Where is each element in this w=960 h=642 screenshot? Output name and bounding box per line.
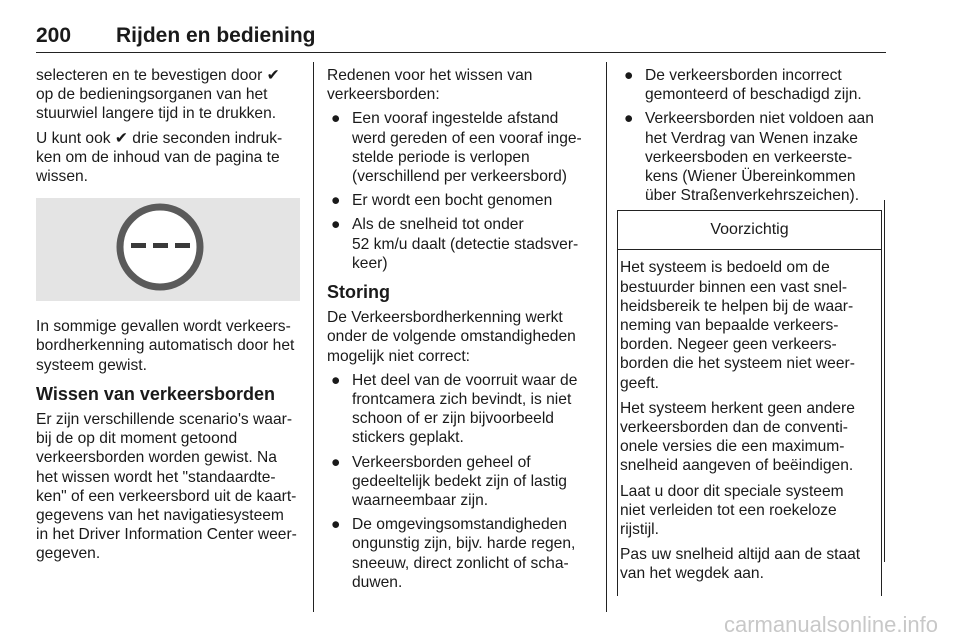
- text-line: gegeven.: [36, 545, 101, 563]
- text-line: snelheid aangeven of beëindigen.: [620, 457, 854, 475]
- text-line: (verschillend per verkeersbord): [352, 168, 567, 186]
- text-line: duwen.: [352, 573, 403, 591]
- paragraph: [36, 410, 300, 564]
- text-line: gemonteerd of beschadigd zijn.: [645, 86, 862, 104]
- text-line: ken" of een verkeersbord uit de kaart-: [36, 487, 297, 505]
- text-line: van het wegdek aan.: [620, 565, 764, 583]
- list-item: [327, 371, 591, 448]
- text-line: frontcamera zich bevindt, is niet: [352, 391, 572, 409]
- chapter-title: Rijden en bediening: [116, 24, 316, 47]
- text-line: De verkeersborden incorrect: [645, 67, 842, 84]
- bullet-icon: ●: [331, 371, 341, 389]
- paragraph: [620, 399, 881, 476]
- text-line: het Verdrag van Wenen inzake: [645, 129, 858, 147]
- text-line: gegevens van het navigatiesysteem: [36, 507, 284, 525]
- text-line: wissen.: [36, 168, 88, 186]
- text-line: stelde periode is verlopen: [352, 148, 530, 166]
- column-2: [327, 66, 591, 597]
- text-line: onder de volgende omstandigheden: [327, 328, 576, 346]
- bullet-icon: ●: [331, 216, 341, 234]
- text-line: systeem gewist.: [36, 356, 147, 374]
- text-line: keer): [352, 254, 388, 272]
- paragraph: [36, 129, 300, 187]
- text-line: geeft.: [620, 374, 660, 392]
- text-line: Het systeem is bedoeld om de: [620, 259, 830, 277]
- text-line: bestuurder binnen een vast snel-: [620, 278, 848, 296]
- text-line: U kunt ook ✔ drie seconden indruk-: [36, 129, 283, 147]
- text-line: rijstijl.: [620, 521, 659, 539]
- text-line: schoon of er zijn bijvoorbeeld: [352, 410, 554, 428]
- text-line: verkeersborden dan de conventi-: [620, 419, 848, 437]
- column-1: [36, 66, 300, 569]
- text-line: borden. Negeer geen verkeers-: [620, 336, 837, 354]
- text-line: stuurwiel langere tijd in te drukken.: [36, 105, 277, 123]
- column-divider-1: [313, 62, 314, 612]
- text-line: kens (Wiener Übereinkommen: [645, 168, 856, 186]
- text-line: verkeersborden worden gewist. Na: [36, 449, 277, 467]
- paragraph: [327, 308, 591, 366]
- text-line: waarneembaar zijn.: [352, 492, 489, 510]
- text-line: onele versies die een maximum-: [620, 438, 845, 456]
- text-line: Redenen voor het wissen van: [327, 67, 533, 84]
- text-line: Een vooraf ingestelde afstand: [352, 110, 559, 128]
- text-line: mogelijk niet correct:: [327, 347, 470, 365]
- text-line: Het systeem herkent geen andere: [620, 399, 855, 417]
- text-line: stickers geplakt.: [352, 429, 464, 447]
- paragraph: [327, 66, 591, 104]
- text-line: über Straßenverkehrszeichen).: [645, 187, 860, 205]
- text-line: verkeersboden en verkeerste-: [645, 148, 853, 166]
- text-line: Laat u door dit speciale systeem: [620, 482, 844, 500]
- text-line: De Verkeersbordherkenning werkt: [327, 309, 563, 327]
- default-sign-icon: [36, 198, 300, 301]
- reasons-list: [327, 109, 591, 273]
- text-line: werd gereden of een vooraf inge-: [352, 129, 582, 147]
- paragraph: [620, 258, 881, 392]
- bullet-icon: ●: [331, 110, 341, 128]
- text-line: selecteren en te bevestigen door ✔: [36, 67, 280, 84]
- text-line: 52 km/u daalt (detectie stadsver-: [352, 235, 579, 253]
- text-line: gedeeltelijk bedekt zijn of lastig: [352, 472, 567, 490]
- text-line: Er wordt een bocht genomen: [352, 192, 553, 210]
- caution-title: Voorzichtig: [618, 211, 881, 250]
- text-line: Verkeersborden niet voldoen aan: [645, 110, 874, 128]
- list-item: [327, 215, 591, 273]
- text-line: verkeersborden:: [327, 86, 440, 104]
- text-line: neming van bepaalde verkeers-: [620, 317, 839, 335]
- section-heading: Wissen van verkeersborden: [36, 383, 275, 404]
- page-header: [36, 22, 886, 53]
- text-line: Het deel van de voorruit waar de: [352, 371, 578, 389]
- faults-list: [327, 371, 591, 592]
- text-line: niet verleiden tot een roekeloze: [620, 501, 837, 519]
- text-line: heidsbereik te helpen bij de waar-: [620, 297, 854, 315]
- paragraph: [36, 317, 300, 375]
- bullet-icon: ●: [624, 110, 634, 128]
- bullet-icon: ●: [331, 516, 341, 534]
- section-heading: Storing: [327, 282, 390, 303]
- bullet-icon: ●: [624, 67, 634, 84]
- cleared-sign-figure: [36, 198, 300, 301]
- text-line: in het Driver Information Center weer-: [36, 526, 297, 544]
- text-line: In sommige gevallen wordt verkeers-: [36, 318, 291, 336]
- text-line: sneeuw, direct zonlicht of scha-: [352, 554, 569, 572]
- text-line: ongunstig zijn, bijv. harde regen,: [352, 535, 576, 553]
- list-item: [327, 109, 591, 186]
- list-item: [327, 515, 591, 592]
- text-line: Pas uw snelheid altijd aan de staat: [620, 546, 861, 564]
- paragraph: [620, 545, 881, 583]
- paragraph: [620, 482, 881, 540]
- text-line: Er zijn verschillende scenario's waar-: [36, 411, 293, 429]
- list-item: [620, 109, 886, 205]
- column-3: [620, 66, 886, 596]
- text-line: borden die het systeem niet weer-: [620, 355, 855, 373]
- text-line: bordherkenning automatisch door het: [36, 337, 295, 355]
- text-line: het wissen wordt het "standaardte-: [36, 468, 276, 486]
- paragraph: [36, 66, 300, 124]
- text-line: De omgevingsomstandigheden: [352, 516, 567, 534]
- text-line: bij de op dit moment getoond: [36, 430, 238, 448]
- page-number: 200: [36, 24, 72, 47]
- watermark: carmanualsonline.info: [723, 612, 938, 637]
- list-item: [620, 66, 886, 104]
- list-item: [327, 453, 591, 511]
- list-item: [327, 191, 591, 210]
- text-line: op de bedieningsorganen van het: [36, 86, 268, 104]
- bullet-icon: ●: [331, 453, 341, 471]
- caution-body: [618, 250, 881, 595]
- bullet-icon: ●: [331, 192, 341, 210]
- text-line: Verkeersborden geheel of: [352, 453, 531, 471]
- faults-list-continued: [620, 66, 886, 205]
- text-line: Als de snelheid tot onder: [352, 216, 524, 234]
- column-divider-2: [606, 62, 607, 612]
- text-line: ken om de inhoud van de pagina te: [36, 148, 280, 166]
- caution-box: [617, 210, 882, 595]
